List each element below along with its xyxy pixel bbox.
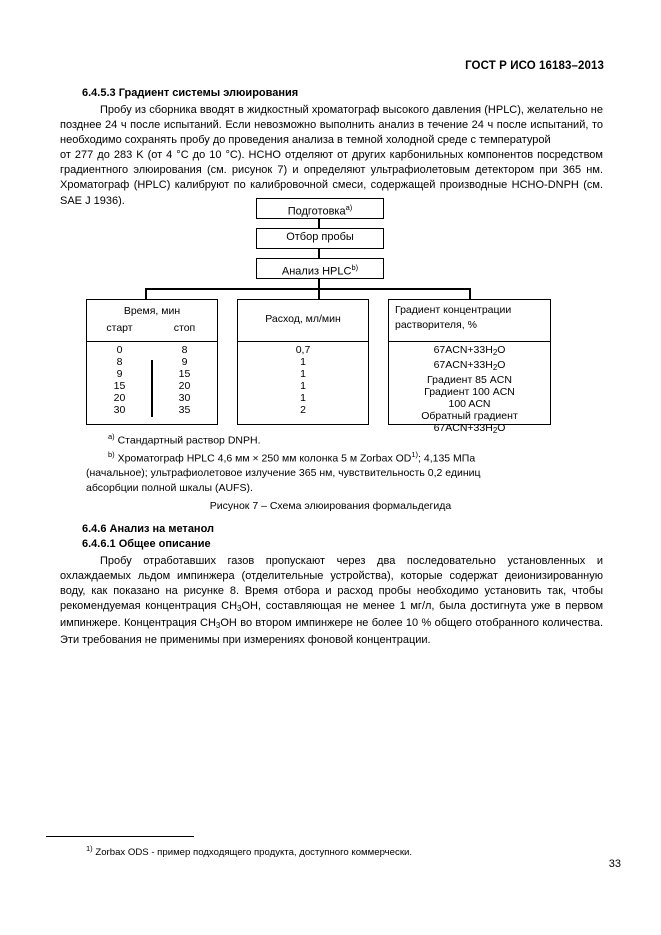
- section-6-4-5-3: [60, 86, 603, 209]
- cell-gradient: Обратный градиент: [421, 409, 518, 422]
- cell-stop: 9: [181, 356, 188, 369]
- figure-note-b-line3: абсорбции полной шкалы (AUFS).: [86, 481, 253, 494]
- document-header: ГОСТ Р ИСО 16183–2013: [465, 60, 604, 72]
- page-number: 33: [608, 858, 621, 870]
- elution-parameter-table: [0, 299, 661, 435]
- cell-gradient: Градиент 85 ACN: [427, 373, 512, 386]
- time-column-header: [87, 300, 217, 342]
- branch-drop-right: [469, 288, 471, 299]
- time-column-box: [86, 299, 218, 425]
- note-b-text-line1: Хроматограф HPLC 4,6 мм × 250 мм колонка 5 м Zorbax OD: [117, 452, 412, 465]
- figure-note-b: [86, 448, 556, 466]
- gradient-header-line2: растворителя, %: [395, 319, 477, 331]
- table-row: [87, 344, 217, 356]
- flowchart: [0, 198, 661, 288]
- section-heading-6461: 6.4.6.1 Общее описание: [82, 538, 211, 550]
- cell-gradient: $67ACN+33H_2O$: [433, 422, 506, 435]
- cell-start: 9: [116, 368, 123, 381]
- flow-box-label: Подготовка: [287, 205, 346, 218]
- footnote-text: Zorbax ODS - пример подходящего продукта, доступного коммерчески.: [95, 847, 413, 859]
- gradient-body: [389, 342, 550, 437]
- note-b-reference-marker: 1): [411, 450, 419, 460]
- flow-box-preparation: [256, 198, 384, 219]
- time-subheader-start: старт: [106, 322, 133, 334]
- cell-start: 8: [116, 356, 123, 369]
- cell-gradient: Градиент 100 ACN: [424, 385, 515, 398]
- cell-flow: 1: [300, 368, 306, 381]
- gradient-column-box: [388, 299, 551, 435]
- note-a-text: Стандартный раствор DNPH.: [117, 434, 261, 447]
- footnote-separator: [46, 836, 194, 837]
- section-6-4-6: [60, 522, 603, 648]
- cell-start: 20: [113, 392, 126, 405]
- flow-box-hplc-analysis: [256, 258, 384, 279]
- cell-stop: 35: [178, 404, 191, 417]
- figure-caption: Рисунок 7 – Схема элюирования формальдегида: [209, 500, 452, 512]
- cell-flow: 1: [300, 356, 306, 369]
- branch-horizontal-bar: [145, 288, 470, 290]
- figure-note-b-line2: (начальное); ультрафиолетовое излучение 365 нм, чувствительность 0,2 единиц: [86, 467, 481, 480]
- cell-flow: 1: [300, 380, 306, 393]
- page-footnote: [86, 842, 586, 859]
- cell-flow: 0,7: [295, 344, 311, 356]
- flow-box-label: Отбор пробы: [286, 231, 354, 243]
- branch-drop-left: [145, 288, 147, 299]
- gradient-header: [389, 300, 550, 342]
- paragraph-6461: Пробу отработавших газов пропускают через два последовательно установленных и охлаждаемых льдом импинжера (отделительные устройства), которые содержат деионизированную воду, как показано на рисунке 8. Время отбора и расход пробы необходимо установить так, чтобы рекомендуемая концентрация $CH_3OH$, составляющая не менее 1 мг/л, была достигнута уже в первом импинжере. Концентрация $CH_3OH$ во втором импинжере не более 10 % общего отобранного количества. Эти требования не применимы при измерениях фоновой концентрации.: [60, 555, 604, 646]
- flow-box-note-marker: a): [345, 203, 353, 212]
- paragraph-6453-2: от 277 до 283 K (от 4 °C до 10 °C). HCHO отделяют от других карбонильных компонентов посредством градиентного элюирования (см. рисунок 7) и определяют ультрафиолетовым детектором при 365 нм. Хроматограф (HPLC) калибруют по калибровочной смеси, содержащей производные HCHO-DNPH (см. SAE J 1936).: [60, 149, 603, 207]
- cell-start: 15: [113, 380, 126, 393]
- note-b-text-line1-tail: ; 4,135 МПа: [418, 452, 476, 465]
- branch-drop-center: [318, 288, 320, 299]
- flow-box-sampling: [256, 228, 384, 249]
- section-heading-646: 6.4.6 Анализ на метанол: [82, 523, 215, 535]
- cell-gradient: 100 ACN: [448, 397, 491, 410]
- time-header-title: Время, мин: [123, 305, 181, 317]
- flow-box-note-marker: b): [351, 263, 359, 272]
- flow-box-label: Анализ HPLC: [281, 265, 352, 278]
- cell-start: 30: [113, 404, 126, 417]
- cell-stop: 20: [178, 380, 191, 393]
- flow-rate-header: Расход, мл/мин: [238, 300, 368, 342]
- cell-stop: 30: [178, 392, 191, 405]
- flow-rate-column-box: [237, 299, 369, 425]
- footnote-marker: 1): [86, 844, 93, 853]
- flow-rate-body: [238, 342, 368, 417]
- figure-footnotes: [86, 430, 556, 495]
- cell-gradient: $67ACN+33H_2O$: [433, 344, 506, 357]
- section-heading-6453: 6.4.5.3 Градиент системы элюирования: [82, 87, 299, 99]
- gradient-header-line1: Градиент концентрации: [395, 304, 512, 316]
- note-a-marker: a): [108, 432, 115, 441]
- paragraph-6453-1: Пробу из сборника вводят в жидкостный хроматограф высокого давления (HPLC), желательно не позднее 24 ч после испытаний. Если невозможно выполнить анализ в течение 24 ч после испытаний, то необходимо сохранять пробу до проведения анализа в темной холодной среде с температурой: [60, 104, 603, 147]
- cell-gradient: $67ACN+33H_2O$: [433, 358, 506, 372]
- flow-connector-3: [318, 278, 320, 288]
- cell-flow: 2: [300, 404, 306, 417]
- figure-note-a: [86, 430, 556, 448]
- cell-start: 0: [116, 344, 123, 356]
- time-column-body: [87, 342, 217, 417]
- cell-stop: 8: [181, 344, 188, 356]
- cell-stop: 15: [178, 368, 191, 381]
- time-subheader-stop: стоп: [173, 322, 196, 334]
- cell-flow: 1: [300, 392, 306, 405]
- time-column-divider: [151, 360, 153, 417]
- note-b-marker: b): [108, 450, 115, 460]
